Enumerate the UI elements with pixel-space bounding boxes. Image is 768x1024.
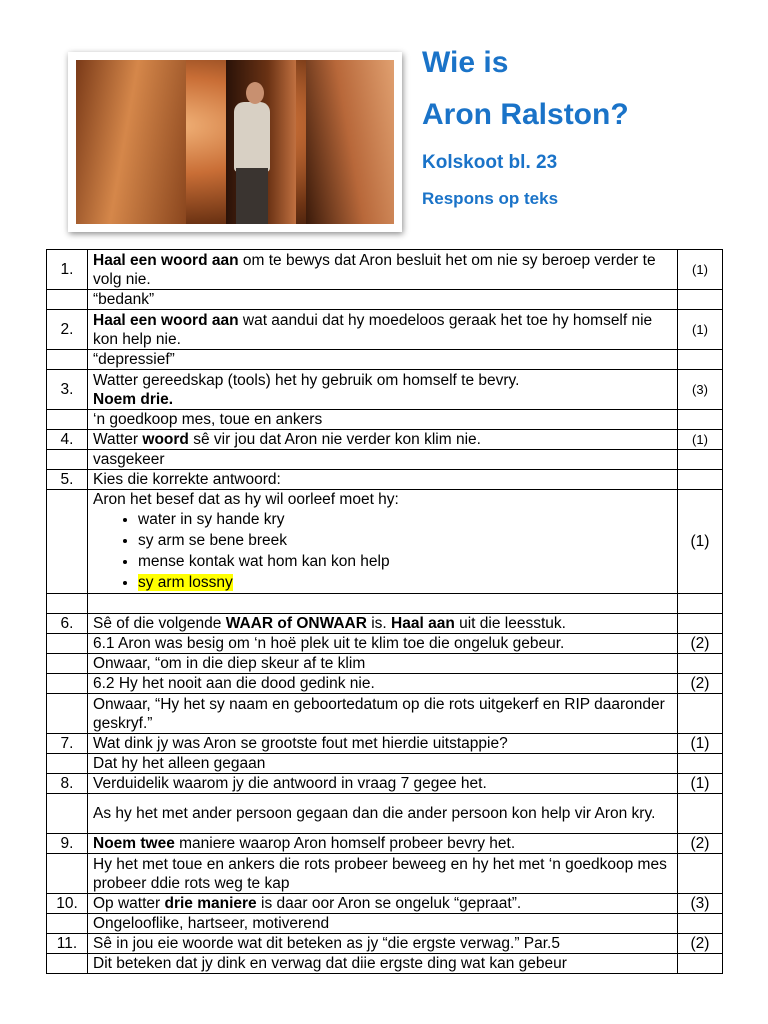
- question-number: 2.: [47, 310, 88, 350]
- question-number: 6.: [47, 614, 88, 634]
- highlighted-answer: sy arm lossny: [138, 574, 233, 591]
- question-mark: (1): [678, 310, 723, 350]
- question-row-6-1: [47, 634, 723, 654]
- answer-text: Dat hy het alleen gegaan: [88, 754, 678, 774]
- question-number: 11.: [47, 934, 88, 954]
- question-mark: (2): [678, 934, 723, 954]
- answer-row-8: [47, 794, 723, 834]
- canyon-climber-photo: [76, 60, 394, 224]
- question-text: Kies die korrekte antwoord:: [88, 470, 678, 490]
- question-mark: (3): [678, 370, 723, 410]
- answer-text: “bedank”: [88, 290, 678, 310]
- answer-text: Hy het met toue en ankers die rots probeer beweeg en hy het met ‘n goedkoop mes probeer ddie rots weg te kap: [88, 854, 678, 894]
- answer-row-7: [47, 754, 723, 774]
- answer-text: ‘n goedkoop mes, toue en ankers: [88, 410, 678, 430]
- choice-option: • water in sy hande kry: [138, 509, 672, 530]
- question-number: 9.: [47, 834, 88, 854]
- question-row-6-2: [47, 674, 723, 694]
- answer-text: Dit beteken dat jy dink en verwag dat diie ergste ding wat kan gebeur: [88, 954, 678, 974]
- choice-option: • mense kontak wat hom kan kon help: [138, 551, 672, 572]
- answer-text: Ongelooflike, hartseer, motiverend: [88, 914, 678, 934]
- question-row-2: [47, 310, 723, 350]
- multiple-choice-row: [47, 490, 723, 594]
- question-row-3: [47, 370, 723, 410]
- answer-row-10: [47, 914, 723, 934]
- question-mark: (1): [678, 490, 723, 594]
- answer-row-4: [47, 450, 723, 470]
- question-mark: (1): [678, 250, 723, 290]
- question-mark: (3): [678, 894, 723, 914]
- answer-row-6-2: [47, 694, 723, 734]
- answer-text: “depressief”: [88, 350, 678, 370]
- question-text: 6.2 Hy het nooit aan die dood gedink nie.: [88, 674, 678, 694]
- answer-row-2: [47, 350, 723, 370]
- question-row-7: [47, 734, 723, 754]
- question-row-9: [47, 834, 723, 854]
- question-row-5: [47, 470, 723, 490]
- question-number: 3.: [47, 370, 88, 410]
- question-text: Haal een woord aan om te bewys dat Aron besluit het om nie sy beroep verder te volg nie.: [88, 250, 678, 290]
- question-text: Sê of die volgende WAAR of ONWAAR is. Haal aan uit die leesstuk.: [88, 614, 678, 634]
- title-line-2: Aron Ralston?: [422, 98, 629, 131]
- question-row-11: [47, 934, 723, 954]
- empty-row: [47, 594, 723, 614]
- question-mark: (1): [678, 774, 723, 794]
- multiple-choice-block: [88, 490, 678, 594]
- question-mark: (1): [678, 734, 723, 754]
- question-text: Watter gereedskap (tools) het hy gebruik om homself te bevry. Noem drie.: [88, 370, 678, 410]
- question-mark: (2): [678, 674, 723, 694]
- question-number: 8.: [47, 774, 88, 794]
- subtitle-source: Kolskoot bl. 23: [422, 152, 558, 173]
- header-photo-frame: [68, 52, 402, 232]
- question-number: 1.: [47, 250, 88, 290]
- choice-list: [93, 509, 672, 593]
- question-mark: (2): [678, 834, 723, 854]
- question-text: Haal een woord aan wat aandui dat hy moedeloos geraak het toe hy homself nie kon help nie.: [88, 310, 678, 350]
- question-row-1: [47, 250, 723, 290]
- title-line-1: Wie is: [422, 46, 509, 79]
- question-text: Sê in jou eie woorde wat dit beteken as jy “die ergste verwag.” Par.5: [88, 934, 678, 954]
- question-row-4: [47, 430, 723, 450]
- choice-option-selected: [138, 572, 672, 593]
- question-row-8: [47, 774, 723, 794]
- question-row-10: [47, 894, 723, 914]
- subtitle-task: Respons op teks: [422, 189, 559, 208]
- question-text: 6.1 Aron was besig om ‘n hoë plek uit te klim toe die ongeluk gebeur.: [88, 634, 678, 654]
- question-text: Op watter drie maniere is daar oor Aron se ongeluk “gepraat”.: [88, 894, 678, 914]
- answer-row-3: [47, 410, 723, 430]
- answer-text: Onwaar, “Hy het sy naam en geboortedatum op die rots uitgekerf en RIP daaronder geskryf.”: [88, 694, 678, 734]
- answer-row-11: [47, 954, 723, 974]
- question-text: Verduidelik waarom jy die antwoord in vraag 7 gegee het.: [88, 774, 678, 794]
- question-text: Wat dink jy was Aron se grootste fout met hierdie uitstappie?: [88, 734, 678, 754]
- answer-text: As hy het met ander persoon gegaan dan die ander persoon kon help vir Aron kry.: [88, 794, 678, 834]
- choice-stem: Aron het besef dat as hy wil oorleef moet hy:: [93, 491, 399, 508]
- question-mark: (2): [678, 634, 723, 654]
- answer-text: vasgekeer: [88, 450, 678, 470]
- choice-option: • sy arm se bene breek: [138, 530, 672, 551]
- answer-row-9: [47, 854, 723, 894]
- question-text: Watter woord sê vir jou dat Aron nie verder kon klim nie.: [88, 430, 678, 450]
- question-number: 7.: [47, 734, 88, 754]
- question-number: 4.: [47, 430, 88, 450]
- question-row-6: [47, 614, 723, 634]
- question-number: 5.: [47, 470, 88, 490]
- question-number: 10.: [47, 894, 88, 914]
- question-text: Noem twee maniere waarop Aron homself probeer bevry het.: [88, 834, 678, 854]
- answer-row-6-1: [47, 654, 723, 674]
- question-table: [46, 249, 723, 974]
- answer-text: Onwaar, “om in die diep skeur af te klim: [88, 654, 678, 674]
- answer-row-1: [47, 290, 723, 310]
- question-mark: (1): [678, 430, 723, 450]
